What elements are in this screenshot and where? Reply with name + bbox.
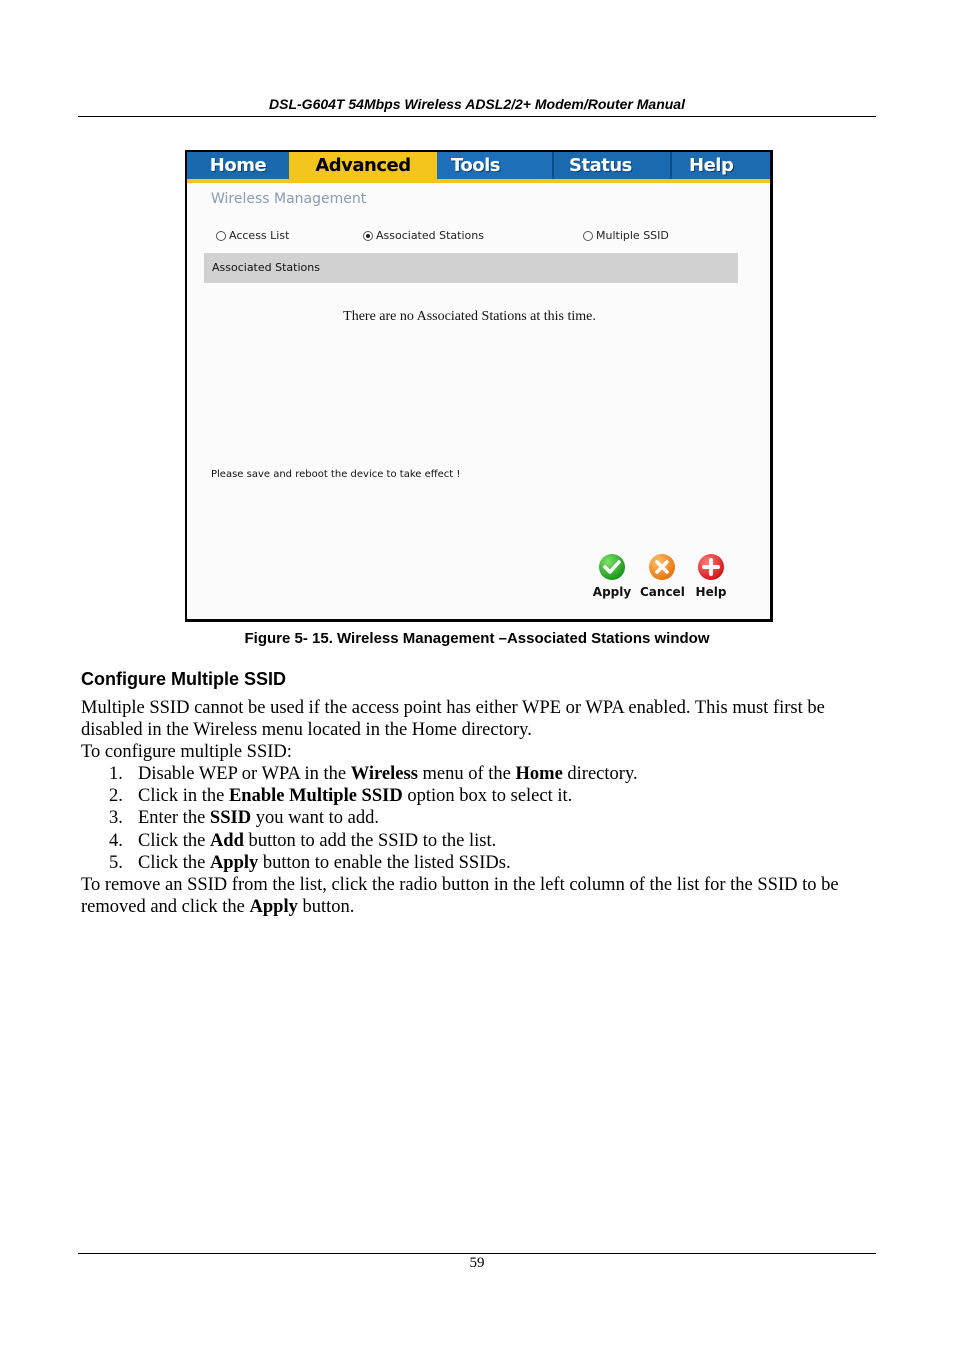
document-header: DSL-G604T 54Mbps Wireless ADSL2/2+ Modem/Router Manual xyxy=(269,96,685,112)
list-item: 4. Click the Add button to add the SSID to the list. xyxy=(109,830,497,851)
tab-tools[interactable]: Tools xyxy=(437,152,553,179)
plus-icon[interactable] xyxy=(698,554,724,580)
steps-list xyxy=(81,763,638,874)
radio-multiple-ssid[interactable] xyxy=(583,229,669,242)
checkmark-icon[interactable] xyxy=(599,554,625,580)
tab-underline xyxy=(187,179,770,183)
paragraph: Multiple SSID cannot be used if the access point has either WPE or WPA enabled. This must first be disabled in the Wireless menu located in the Home directory. xyxy=(81,698,825,740)
apply-button[interactable] xyxy=(590,554,634,599)
no-stations-message: There are no Associated Stations at this time. xyxy=(343,309,596,324)
header-rule xyxy=(78,116,876,117)
cancel-button[interactable] xyxy=(640,554,684,599)
list-item: 2. Click in the Enable Multiple SSID option box to select it. xyxy=(109,786,573,807)
radio-label: Access List xyxy=(229,229,290,242)
radio-label: Associated Stations xyxy=(376,229,484,242)
stations-header-bar: Associated Stations xyxy=(204,253,738,283)
cancel-label: Cancel xyxy=(640,585,685,599)
list-item: 3. Enter the SSID you want to add. xyxy=(109,808,379,829)
radio-unchecked-icon[interactable] xyxy=(216,231,226,241)
radio-unchecked-icon[interactable] xyxy=(583,231,593,241)
radio-checked-icon[interactable] xyxy=(363,231,373,241)
help-label: Help xyxy=(695,585,727,599)
nav-tab-bar xyxy=(187,152,770,179)
reboot-message: Please save and reboot the device to take effect ! xyxy=(211,469,461,480)
list-item: 1. Disable WEP or WPA in the Wireless menu of the Home directory. xyxy=(109,764,638,784)
section-title: Wireless Management xyxy=(211,191,367,207)
radio-associated-stations[interactable] xyxy=(363,229,484,242)
router-ui-screenshot xyxy=(185,150,773,622)
section-heading: Configure Multiple SSID xyxy=(81,669,286,689)
tab-status[interactable]: Status xyxy=(553,152,671,179)
cross-icon[interactable] xyxy=(649,554,675,580)
tab-home[interactable]: Home xyxy=(187,152,289,179)
radio-label: Multiple SSID xyxy=(596,229,669,242)
paragraph: To remove an SSID from the list, click the radio button in the left column of the list for the SSID to be removed and click the Apply button. xyxy=(81,875,839,917)
tab-separator xyxy=(670,152,672,179)
tab-advanced[interactable]: Advanced xyxy=(289,152,437,179)
tab-separator xyxy=(552,152,554,179)
help-button[interactable] xyxy=(689,554,733,599)
page-number: 59 xyxy=(469,1255,485,1271)
list-item: 5. Click the Apply button to enable the listed SSIDs. xyxy=(109,852,511,873)
footer-rule xyxy=(78,1253,876,1254)
radio-access-list[interactable] xyxy=(216,229,289,242)
figure-caption: Figure 5- 15. Wireless Management –Associated Stations window xyxy=(244,630,710,647)
apply-label: Apply xyxy=(592,585,632,599)
tab-help[interactable]: Help xyxy=(671,152,770,179)
paragraph: To configure multiple SSID: xyxy=(81,742,292,762)
